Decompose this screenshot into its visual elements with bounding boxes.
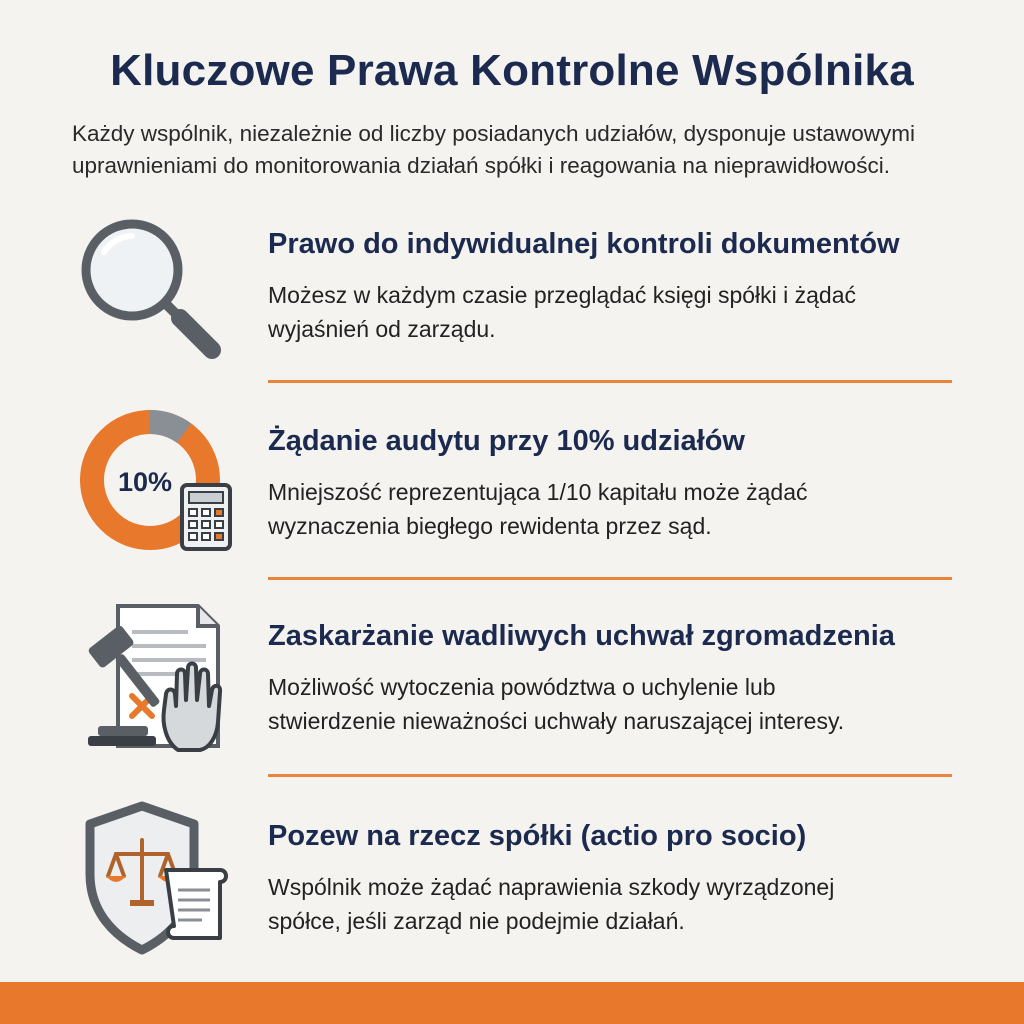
intro-text bbox=[72, 118, 972, 182]
divider bbox=[268, 380, 952, 383]
item-desc-line-2: spółce, jeśli zarząd nie podejmie działań. bbox=[268, 908, 685, 934]
item-description bbox=[268, 278, 968, 346]
item-desc-line-1: Mniejszość reprezentująca 1/10 kapitału może żądać bbox=[268, 479, 808, 505]
magnifier-icon bbox=[70, 212, 240, 372]
intro-line-1: Każdy wspólnik, niezależnie od liczby posiadanych udziałów, dysponuje ustawowymi bbox=[72, 121, 915, 146]
item-desc-line-2: wyjaśnień od zarządu. bbox=[268, 316, 496, 342]
item-desc-line-1: Możliwość wytoczenia powództwa o uchylenie lub bbox=[268, 674, 776, 700]
item-title: Prawo do indywidualnej kontroli dokumentów bbox=[268, 228, 900, 260]
item-description bbox=[268, 475, 968, 543]
item-title: Żądanie audytu przy 10% udziałów bbox=[268, 425, 745, 457]
item-description bbox=[268, 670, 968, 738]
right-item-resolutions bbox=[0, 602, 1024, 792]
item-desc-line-2: stwierdzenie nieważności uchwały naruszającej interesy. bbox=[268, 708, 845, 734]
item-desc-line-1: Wspólnik może żądać naprawienia szkody wyrządzonej bbox=[268, 874, 835, 900]
item-description bbox=[268, 870, 968, 938]
item-desc-line-2: wyznaczenia biegłego rewidenta przez sąd. bbox=[268, 513, 712, 539]
page-title: Kluczowe Prawa Kontrolne Wspólnika bbox=[110, 46, 914, 95]
donut-calculator-icon bbox=[70, 405, 240, 565]
shield-scales-scroll-icon bbox=[70, 800, 240, 960]
item-desc-line-1: Możesz w każdym czasie przeglądać księgi spółki i żądać bbox=[268, 282, 857, 308]
divider bbox=[268, 774, 952, 777]
item-title: Pozew na rzecz spółki (actio pro socio) bbox=[268, 820, 807, 852]
right-item-document-control bbox=[0, 212, 1024, 402]
item-title: Zaskarżanie wadliwych uchwał zgromadzenia bbox=[268, 620, 895, 652]
divider bbox=[268, 577, 952, 580]
intro-line-2: uprawnieniami do monitorowania działań spółki i reagowania na nieprawidłowości. bbox=[72, 153, 890, 178]
right-item-audit bbox=[0, 405, 1024, 595]
footer-bar bbox=[0, 982, 1024, 1024]
right-item-actio-pro-socio bbox=[0, 800, 1024, 990]
gavel-document-hand-icon bbox=[70, 602, 240, 762]
donut-percent-label: 10% bbox=[118, 467, 173, 497]
